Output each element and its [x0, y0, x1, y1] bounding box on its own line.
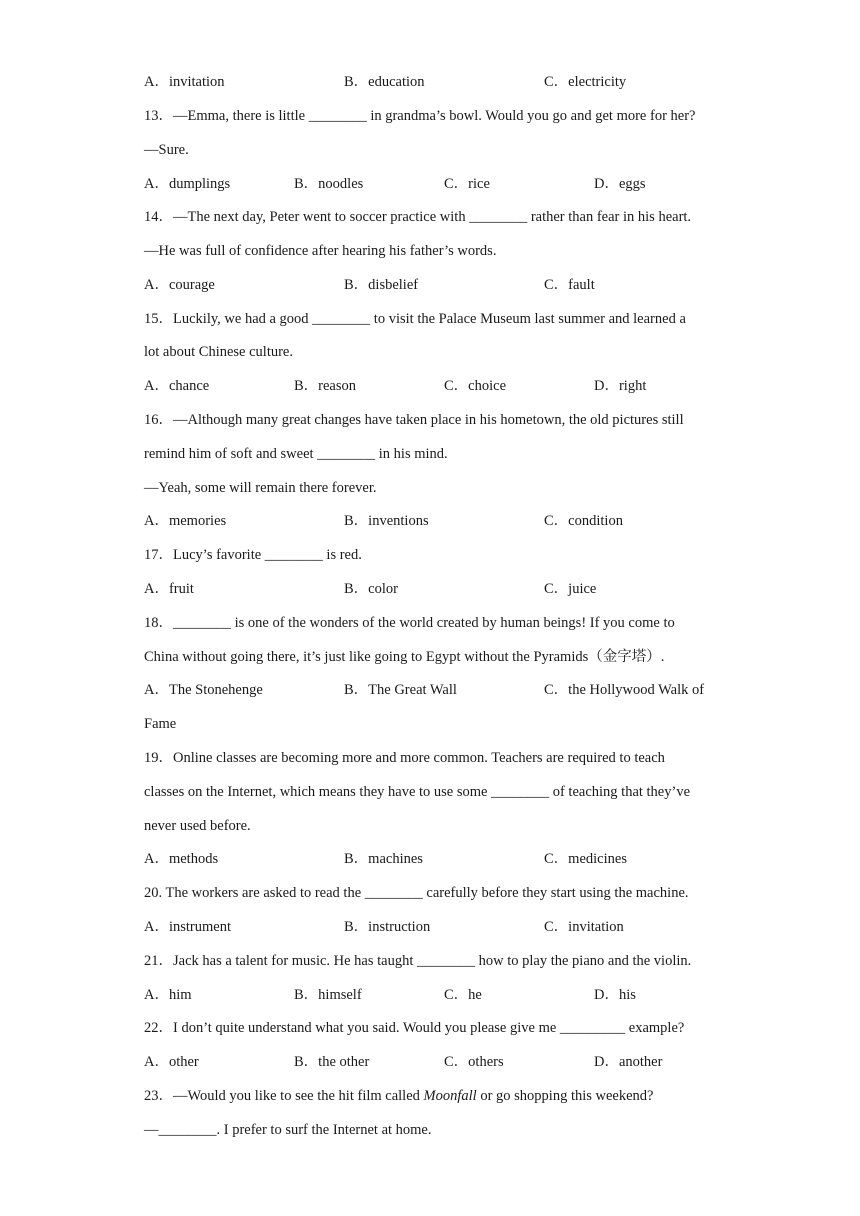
- q19-stem-cont-2: never used before.: [144, 818, 251, 834]
- q14-options: [144, 274, 724, 296]
- q14-option-c: C．fault: [544, 277, 595, 293]
- q21-stem: 21．Jack has a talent for music. He has taught ________ how to play the piano and the violin.: [144, 953, 692, 969]
- q18-stem-cont: China without going there, it’s just like going to Egypt without the Pyramids（金字塔）.: [144, 649, 665, 665]
- q21-option-b: B．himself: [294, 987, 362, 1003]
- q14-stem: 14．—The next day, Peter went to soccer practice with ________ rather than fear in his heart.: [144, 209, 692, 225]
- q21-option-d: D．his: [594, 987, 636, 1003]
- q15-option-d: D．right: [594, 378, 647, 394]
- q22-option-c: C．others: [444, 1054, 504, 1070]
- q22-options: [144, 1051, 724, 1073]
- q19-option-a: A．methods: [144, 851, 219, 867]
- q17-options: [144, 578, 724, 600]
- q23-reply: —________. I prefer to surf the Internet at home.: [144, 1122, 432, 1138]
- q22-option-d: D．another: [594, 1054, 663, 1070]
- q13-option-d: D．eggs: [594, 176, 646, 192]
- q12-option-c: C．electricity: [544, 74, 627, 90]
- q15-option-b: B．reason: [294, 378, 357, 394]
- q12-options: [144, 71, 724, 93]
- q21-options: [144, 984, 724, 1006]
- q14-reply: —He was full of confidence after hearing his father’s words.: [144, 243, 497, 259]
- q20-option-b: B．instruction: [344, 919, 431, 935]
- q18-option-a: A．The Stonehenge: [144, 682, 263, 698]
- q19-options: [144, 848, 724, 870]
- q18-option-c: C．the Hollywood Walk of: [544, 682, 705, 698]
- q20-stem: 20. The workers are asked to read the ________ carefully before they start using the machine.: [144, 885, 689, 901]
- q17-stem: 17．Lucy’s favorite ________ is red.: [144, 547, 362, 563]
- q19-option-b: B．machines: [344, 851, 423, 867]
- q15-options: [144, 375, 724, 397]
- q19-stem-cont: classes on the Internet, which means they have to use some ________ of teaching that they’ve: [144, 784, 691, 800]
- q18-stem: 18．________ is one of the wonders of the world created by human beings! If you come to: [144, 615, 675, 631]
- q21-option-c: C．he: [444, 987, 482, 1003]
- q23-stem-before: 23．—Would you like to see the hit film called: [144, 1088, 424, 1104]
- q19-option-c: C．medicines: [544, 851, 627, 867]
- q14-option-a: A．courage: [144, 277, 215, 293]
- q13-stem: 13．—Emma, there is little ________ in grandma’s bowl. Would you go and get more for her?: [144, 108, 696, 124]
- q19-stem: 19．Online classes are becoming more and more common. Teachers are required to teach: [144, 750, 665, 766]
- q16-stem: 16．—Although many great changes have taken place in his hometown, the old pictures still: [144, 412, 684, 428]
- q17-option-c: C．juice: [544, 581, 597, 597]
- q13-option-a: A．dumplings: [144, 176, 231, 192]
- q18-option-c-cont: Fame: [144, 716, 177, 732]
- q13-reply: —Sure.: [144, 142, 189, 158]
- q16-stem-cont: remind him of soft and sweet ________ in his mind.: [144, 446, 448, 462]
- q22-stem: 22．I don’t quite understand what you said. Would you please give me _________ example?: [144, 1020, 685, 1036]
- q13-option-c: C．rice: [444, 176, 490, 192]
- q17-option-b: B．color: [344, 581, 398, 597]
- q15-stem: 15．Luckily, we had a good ________ to visit the Palace Museum last summer and learned a: [144, 311, 686, 327]
- q17-option-a: A．fruit: [144, 581, 194, 597]
- q15-option-a: A．chance: [144, 378, 210, 394]
- q18-options: [144, 679, 724, 701]
- q20-options: [144, 916, 724, 938]
- q22-option-a: A．other: [144, 1054, 199, 1070]
- q16-option-b: B．inventions: [344, 513, 429, 529]
- q23-stem: [144, 1085, 724, 1107]
- q18-option-b: B．The Great Wall: [344, 682, 457, 698]
- q23-stem-after: or go shopping this weekend?: [476, 1088, 654, 1104]
- q13-options: [144, 173, 724, 195]
- q16-options: [144, 510, 724, 532]
- q13-option-b: B．noodles: [294, 176, 364, 192]
- q12-option-b: B．education: [344, 74, 425, 90]
- q20-option-a: A．instrument: [144, 919, 231, 935]
- q16-option-a: A．memories: [144, 513, 227, 529]
- q12-option-a: A．invitation: [144, 74, 225, 90]
- q16-option-c: C．condition: [544, 513, 623, 529]
- q21-option-a: A．him: [144, 987, 192, 1003]
- q22-option-b: B．the other: [294, 1054, 370, 1070]
- q20-option-c: C．invitation: [544, 919, 624, 935]
- q23-film-title: Moonfall: [423, 1088, 477, 1104]
- q16-reply: —Yeah, some will remain there forever.: [144, 480, 377, 496]
- q14-option-b: B．disbelief: [344, 277, 419, 293]
- q15-stem-cont: lot about Chinese culture.: [144, 344, 293, 360]
- q15-option-c: C．choice: [444, 378, 507, 394]
